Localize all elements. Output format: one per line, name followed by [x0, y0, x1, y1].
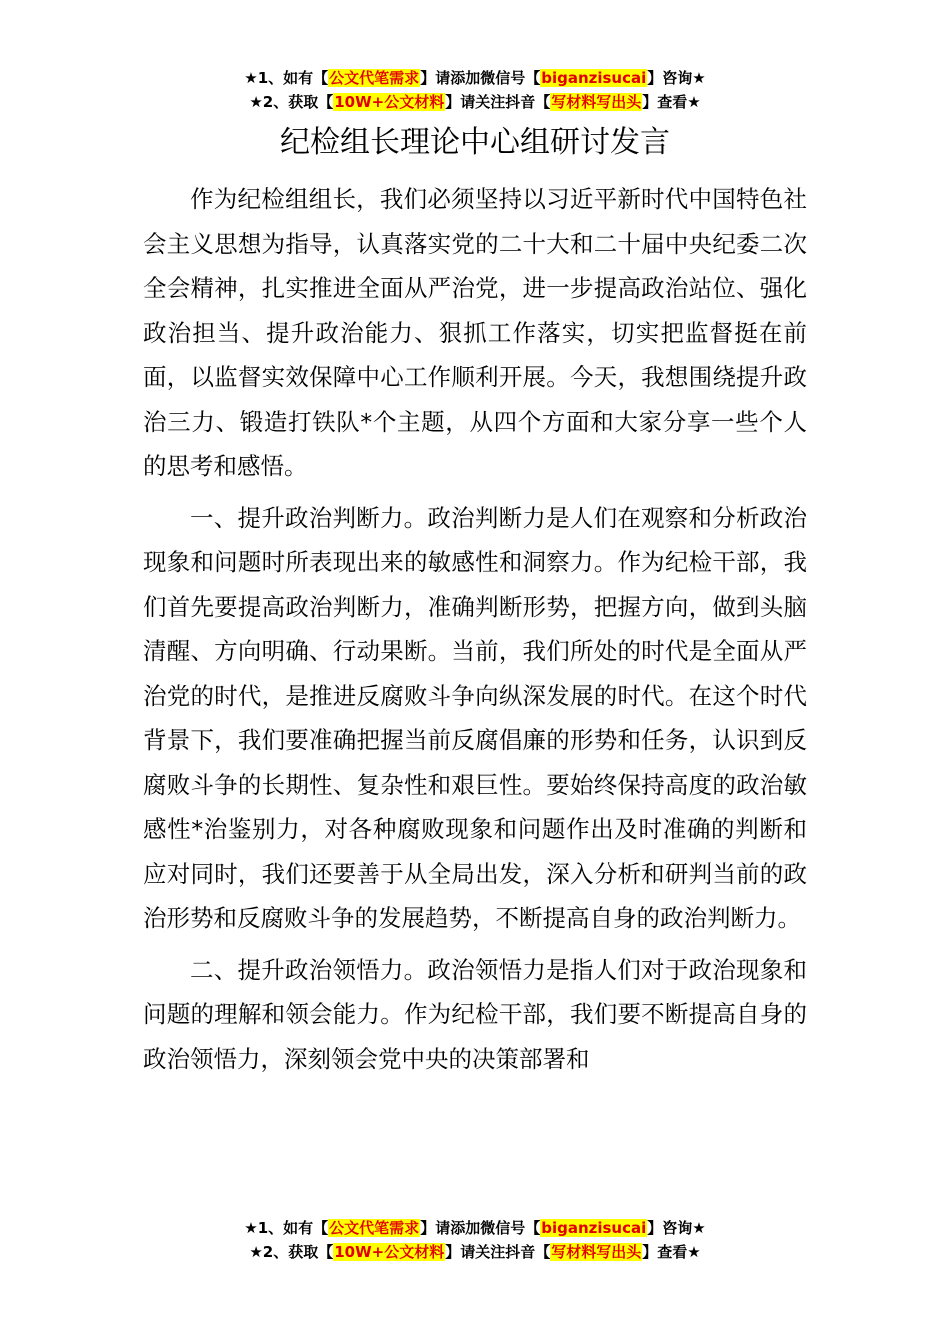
- document-title: 纪检组长理论中心组研讨发言: [280, 125, 670, 160]
- highlight-materials: 10W+公文材料: [334, 93, 445, 111]
- paragraph-section-1: 一、提升政治判断力。政治判断力是人们在观察和分析政治现象和问题时所表现出来的敏感性和洞察力。作为纪检干部，我们首先要提高政治判断力，准确判断形势，把握方向，做到头脑清醒、方向明确、行动果断。当前，我们所处的时代是全面从严治党的时代，是推进反腐败斗争向纵深发展的时代。在这个时代背景下，我们要准确把握当前反腐倡廉的形势和任务，认识到反腐败斗争的长期性、复杂性和艰巨性。要始终保持高度的政治敏感性*治鉴别力，对各种腐败现象和问题作出及时准确的判断和应对同时，我们还要善于从全局出发，深入分析和研判当前的政治形势和反腐败斗争的发展趋势，不断提高自身的政治判断力。: [143, 503, 807, 932]
- highlight-wechat-id: biganzisucai: [541, 69, 647, 87]
- highlight-wechat-id: biganzisucai: [541, 1219, 647, 1237]
- highlight-douyin-account: 写材料写出头: [551, 1243, 642, 1261]
- promo-line-2: ★2、获取【10W+公文材料】请关注抖音【写材料写出头】查看★: [249, 1243, 701, 1261]
- promo-banner-top: [0, 66, 950, 114]
- highlight-service: 公文代笔需求: [329, 1219, 420, 1237]
- promo-line-1: ★1、如有【公文代笔需求】请添加微信号【biganzisucai】咨询★: [244, 1219, 706, 1237]
- promo-line-1: ★1、如有【公文代笔需求】请添加微信号【biganzisucai】咨询★: [244, 69, 706, 87]
- paragraph-intro: 作为纪检组组长，我们必须坚持以习近平新时代中国特色社会主义思想为指导，认真落实党的二十大和二十届中央纪委二次全会精神，扎实推进全面从严治党，进一步提高政治站位、强化政治担当、提升政治能力、狠抓工作落实，切实把监督挺在前面，以监督实效保障中心工作顺利开展。今天，我想围绕提升政治三力、锻造打铁队*个主题，从四个方面和大家分享一些个人的思考和感悟。: [143, 185, 807, 480]
- highlight-materials: 10W+公文材料: [334, 1243, 445, 1261]
- paragraph-section-2: 二、提升政治领悟力。政治领悟力是指人们对于政治现象和问题的理解和领会能力。作为纪检干部，我们要不断提高自身的政治领悟力，深刻领会党中央的决策部署和: [143, 955, 807, 1073]
- promo-banner-bottom: [0, 1216, 950, 1264]
- highlight-douyin-account: 写材料写出头: [551, 93, 642, 111]
- document-body: [143, 177, 807, 1088]
- highlight-service: 公文代笔需求: [329, 69, 420, 87]
- promo-line-2: ★2、获取【10W+公文材料】请关注抖音【写材料写出头】查看★: [249, 93, 701, 111]
